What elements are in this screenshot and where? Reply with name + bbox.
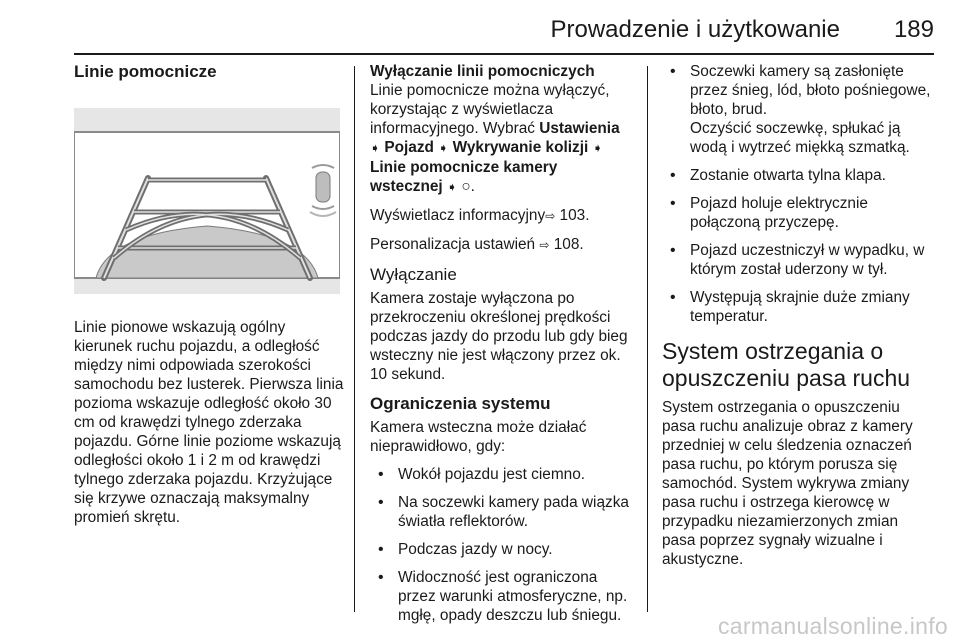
lane-departure-paragraph: System ostrzegania o opuszczeniu pasa ruchu analizuje obraz z kamery przedniej w celu śledzenia oznaczeń pasa ruchu, po którym porusza się samochód. System wykrywa zmiany pasa ruchu i ostrzega kierowcę w przypadku niezamierzonych zmian pasa poprzez sygnały wizualne i akustyczne. bbox=[662, 399, 913, 568]
off-circle-icon: ○ bbox=[461, 178, 471, 195]
heading-deactivation: Wyłączanie bbox=[370, 265, 457, 284]
disable-guide-lines-paragraph: Linie pomocnicze można wyłączyć, korzystając z wyświetlacza informacyjnego. Wybrać Ustawienia ➧ Pojazd ➧ Wykrywanie kolizji ➧ Linie pomocnicze kamery wstecznej ➧ ○. bbox=[370, 82, 620, 195]
page-number: 189 bbox=[893, 16, 934, 43]
page-ref-icon: ⇨ bbox=[539, 238, 550, 252]
camera-guide-lines-figure bbox=[74, 108, 340, 294]
list-item: • Wokół pojazdu jest ciemno. bbox=[370, 465, 632, 484]
heading-disable-guide-lines: Wyłączanie linii pomocniczych bbox=[370, 63, 595, 80]
heading-lane-departure-warning: System ostrzegania o opuszczeniu pasa ruchu bbox=[662, 338, 911, 391]
limitations-list-continued bbox=[662, 62, 932, 326]
running-header-title: Prowadzenie i użytkowanie bbox=[550, 16, 840, 43]
limitations-intro: Kamera wsteczna może działać nieprawidłowo, gdy: bbox=[370, 419, 587, 455]
deactivation-paragraph: Kamera zostaje wyłączona po przekroczeniu określonej prędkości podczas jazdy do przodu lub gdy bieg wsteczny nie jest włączony przez ok. 10 sekund. bbox=[370, 290, 628, 383]
heading-guide-lines: Linie pomocnicze bbox=[74, 62, 217, 81]
guide-lines-description: Linie pionowe wskazują ogólny kierunek ruchu pojazdu, a odległość między nimi odpowiada szerokości samochodu bez lusterek. Pierwsza linia pozioma wskazuje odległość około 30 cm od krawędzi tylnego zderzaka pojazdu. Górne linie poziome wskazują odległości około 1 i 2 m od krawędzi tylnego zderzaka pojazdu. Krzyżujące się krzywe oznaczają maksymalny promień skrętu. bbox=[74, 319, 344, 526]
column-divider-2 bbox=[647, 66, 648, 612]
menu-path-settings: Ustawienia bbox=[539, 120, 620, 137]
page-ref-icon: ⇨ bbox=[545, 209, 556, 223]
column-divider-1 bbox=[354, 66, 355, 612]
watermark: carmanualsonline.info bbox=[717, 613, 948, 639]
list-item: • Na soczewki kamery pada wiązka światła reflektorów. bbox=[370, 493, 632, 531]
guide-lines-illustration bbox=[74, 108, 340, 294]
limitations-list bbox=[370, 465, 632, 625]
ref-personalization: Personalizacja ustawień ⇨ 108. bbox=[370, 236, 584, 253]
list-item: • Pojazd uczestniczył w wypadku, w którym został uderzony w tył. bbox=[662, 241, 932, 279]
list-item: • Pojazd holuje elektrycznie połączoną przyczepę. bbox=[662, 194, 932, 232]
ref-info-display: Wyświetlacz informacyjny⇨ 103. bbox=[370, 207, 590, 224]
list-item: • Podczas jazdy w nocy. bbox=[370, 540, 632, 559]
list-item: • Występują skrajnie duże zmiany temperatur. bbox=[662, 288, 932, 326]
page-header bbox=[0, 0, 960, 58]
column-3 bbox=[662, 62, 932, 578]
column-2 bbox=[370, 62, 632, 634]
menu-path-collision-detection: Wykrywanie kolizji bbox=[452, 139, 589, 156]
list-item: • Zostanie otwarta tylna klapa. bbox=[662, 166, 932, 185]
menu-path-rear-camera-guide-lines: Linie pomocnicze kamery wstecznej bbox=[370, 159, 558, 195]
list-item: • Widoczność jest ograniczona przez warunki atmosferyczne, np. mgłę, opady deszczu lub śniegu. bbox=[370, 568, 632, 625]
list-item: • Soczewki kamery są zasłonięte przez śnieg, lód, błoto pośniegowe, błoto, brud. Oczyścić soczewkę, spłukać ją wodą i wytrzeć miękką szmatką. bbox=[662, 62, 932, 157]
header-rule bbox=[74, 53, 934, 55]
menu-path-vehicle: Pojazd bbox=[384, 139, 434, 156]
column-1 bbox=[74, 62, 344, 536]
heading-system-limitations: Ograniczenia systemu bbox=[370, 394, 551, 413]
